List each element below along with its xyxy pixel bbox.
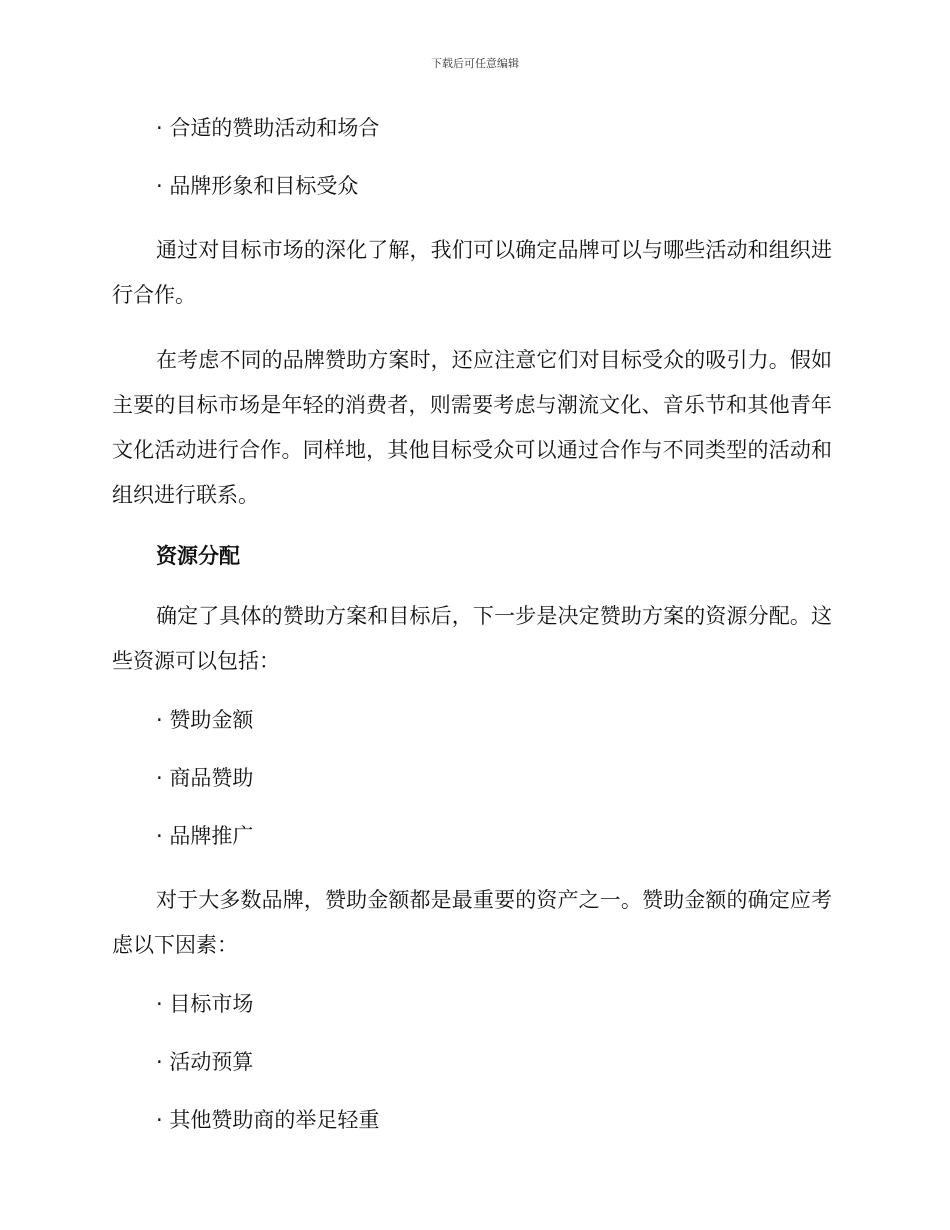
- bullet-item: · 品牌推广: [156, 824, 254, 848]
- bullet-item: · 品牌形象和目标受众: [156, 174, 359, 198]
- page-header: 下载后可任意编辑: [431, 57, 519, 70]
- bullet-item: · 活动预算: [156, 1050, 254, 1074]
- paragraph: 对于大多数品牌，赞助金额都是最重要的资产之一。赞助金额的确定应考虑以下因素：: [112, 888, 832, 957]
- section-heading: 资源分配: [156, 544, 240, 568]
- paragraph: 通过对目标市场的深化了解，我们可以确定品牌可以与哪些活动和组织进行合作。: [112, 238, 832, 307]
- bullet-item: · 其他赞助商的举足轻重: [156, 1108, 380, 1132]
- paragraph: 确定了具体的赞助方案和目标后，下一步是决定赞助方案的资源分配。这些资源可以包括：: [112, 604, 832, 673]
- paragraph: 在考虑不同的品牌赞助方案时，还应注意它们对目标受众的吸引力。假如主要的目标市场是年轻的消费者，则需要考虑与潮流文化、音乐节和其他青年文化活动进行合作。同样地，其他目标受众可以通过合作与不同类型的活动和组织进行联系。: [112, 348, 832, 507]
- bullet-item: · 合适的赞助活动和场合: [156, 116, 380, 140]
- document-body: [112, 112, 832, 1162]
- bullet-item: · 目标市场: [156, 992, 254, 1016]
- bullet-item: · 赞助金额: [156, 708, 254, 732]
- bullet-item: · 商品赞助: [156, 766, 254, 790]
